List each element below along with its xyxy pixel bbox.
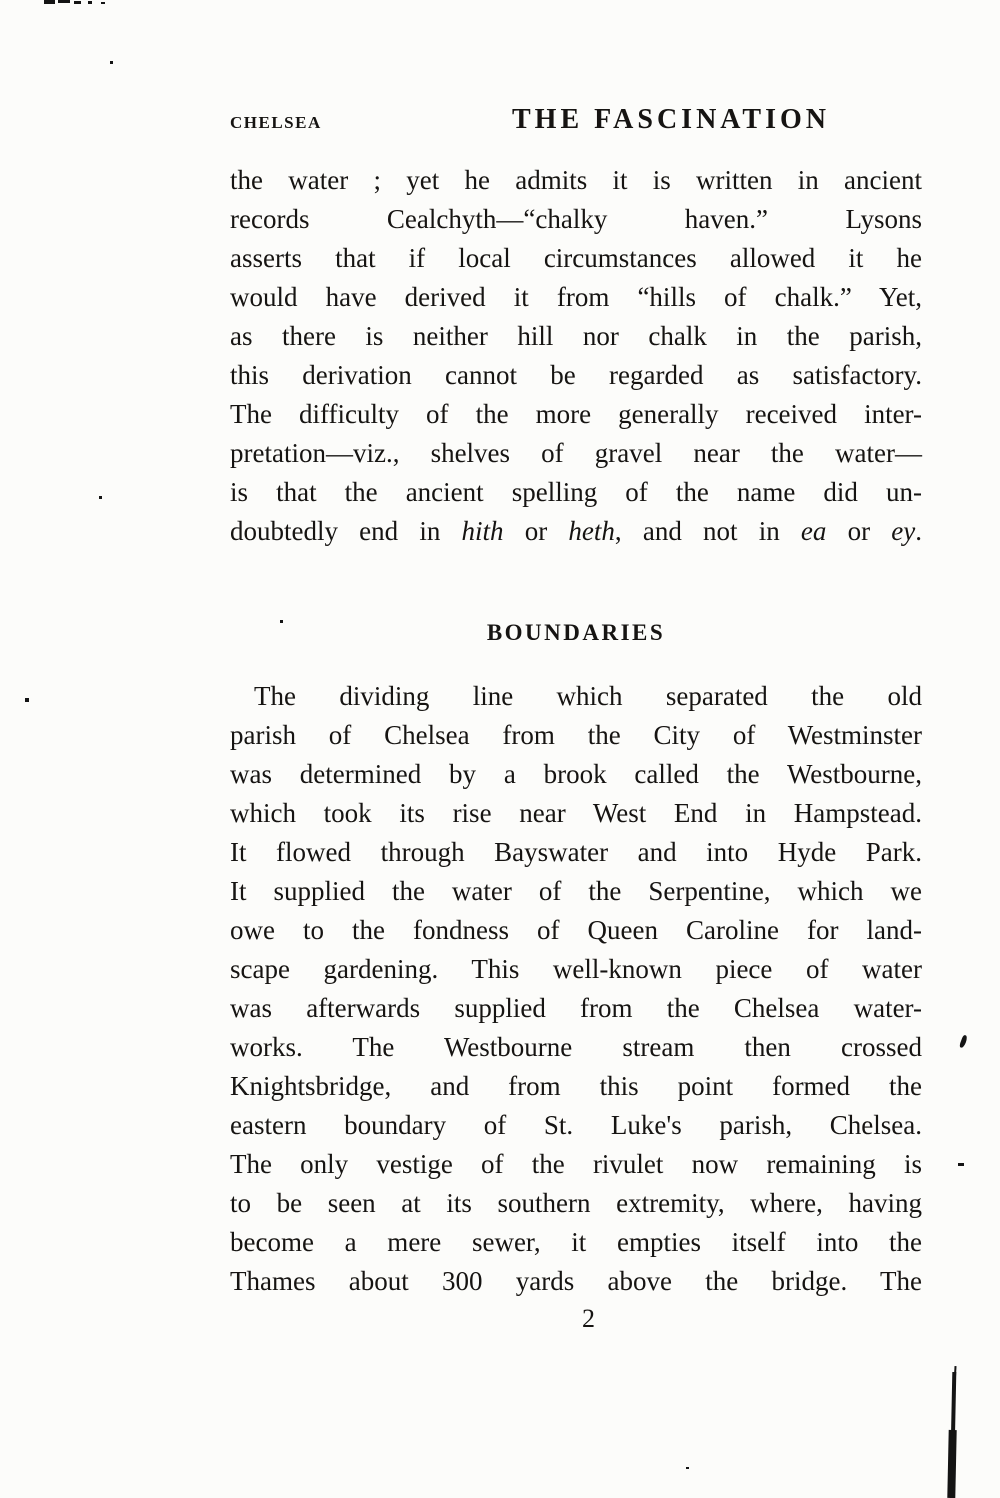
text-line: as there is neither hill nor chalk in the parish,: [230, 321, 922, 351]
text-line: was determined by a brook called the Westbourne,: [230, 759, 922, 789]
text-line: to be seen at its southern extremity, where, having: [230, 1188, 922, 1218]
text-line: works. The Westbourne stream then crossed: [230, 1032, 922, 1062]
text-line: is that the ancient spelling of the name did un-: [230, 477, 922, 507]
scan-artifact-top-smudge: [44, 0, 55, 4]
text-segment: , and not in: [614, 516, 801, 546]
text-line: The dividing line which separated the old: [254, 681, 922, 711]
scan-artifact-ink-mark: [959, 1035, 968, 1049]
scan-artifact-dot: [686, 1467, 689, 1469]
italic-word: hith: [461, 516, 504, 546]
scan-artifact-dash: [958, 1163, 964, 1166]
text-line: parish of Chelsea from the City of Westminster: [230, 720, 922, 750]
text-line: The only vestige of the rivulet now remaining is: [230, 1149, 922, 1179]
running-head-chelsea: CHELSEA: [230, 113, 322, 132]
text-line: was afterwards supplied from the Chelsea water-: [230, 993, 922, 1023]
paragraph-boundaries: [230, 677, 922, 1301]
text-segment: doubtedly end in: [230, 516, 462, 546]
scan-artifact-binding-line: [947, 1430, 956, 1498]
text-line: The difficulty of the more generally received inter-: [230, 399, 922, 429]
text-line: Knightsbridge, and from this point formed the: [230, 1071, 922, 1101]
text-line: It supplied the water of the Serpentine, which we: [230, 876, 922, 906]
text-line: which took its rise near West End in Hampstead.: [230, 798, 922, 828]
text-line: this derivation cannot be regarded as satisfactory.: [230, 360, 922, 390]
scan-artifact-dot: [25, 698, 29, 702]
running-head-chapter-title: THE FASCINATION: [512, 104, 831, 135]
text-line: pretation—viz., shelves of gravel near the water—: [230, 438, 922, 468]
paragraph-etymology: [230, 161, 922, 551]
text-line: scape gardening. This well-known piece of water: [230, 954, 922, 984]
text-line: become a mere sewer, it empties itself into the: [230, 1227, 922, 1257]
text-line: owe to the fondness of Queen Caroline for land-: [230, 915, 922, 945]
italic-word: ea: [800, 516, 827, 546]
text-line: eastern boundary of St. Luke's parish, Chelsea.: [230, 1110, 922, 1140]
italic-word: heth: [568, 516, 615, 546]
text-segment: or: [503, 516, 569, 546]
text-line: records Cealchyth—“chalky haven.” Lysons: [230, 204, 922, 234]
scan-artifact-top-smudge: [58, 0, 70, 3]
text-line: Thames about 300 yards above the bridge. The: [230, 1266, 922, 1296]
scan-artifact-top-smudge: [74, 1, 81, 4]
text-line: It flowed through Bayswater and into Hyde Park.: [230, 837, 922, 867]
text-segment: .: [915, 516, 922, 546]
page-number: 2: [582, 1304, 595, 1333]
scan-artifact-top-smudge: [88, 1, 92, 4]
scan-artifact-dot: [110, 61, 113, 64]
text-line: the water ; yet he admits it is written in ancient: [230, 165, 922, 195]
text-line: would have derived it from “hills of chalk.” Yet,: [230, 282, 922, 312]
scan-artifact-top-smudge: [101, 2, 105, 4]
italic-word: ey: [891, 516, 916, 546]
text-line-with-italics: [230, 512, 922, 551]
text-segment: or: [826, 516, 892, 546]
section-heading-boundaries: BOUNDARIES: [486, 620, 666, 645]
scan-artifact-dot: [99, 496, 102, 499]
scan-artifact-dot: [280, 620, 283, 623]
text-line: asserts that if local circumstances allowed it he: [230, 243, 922, 273]
